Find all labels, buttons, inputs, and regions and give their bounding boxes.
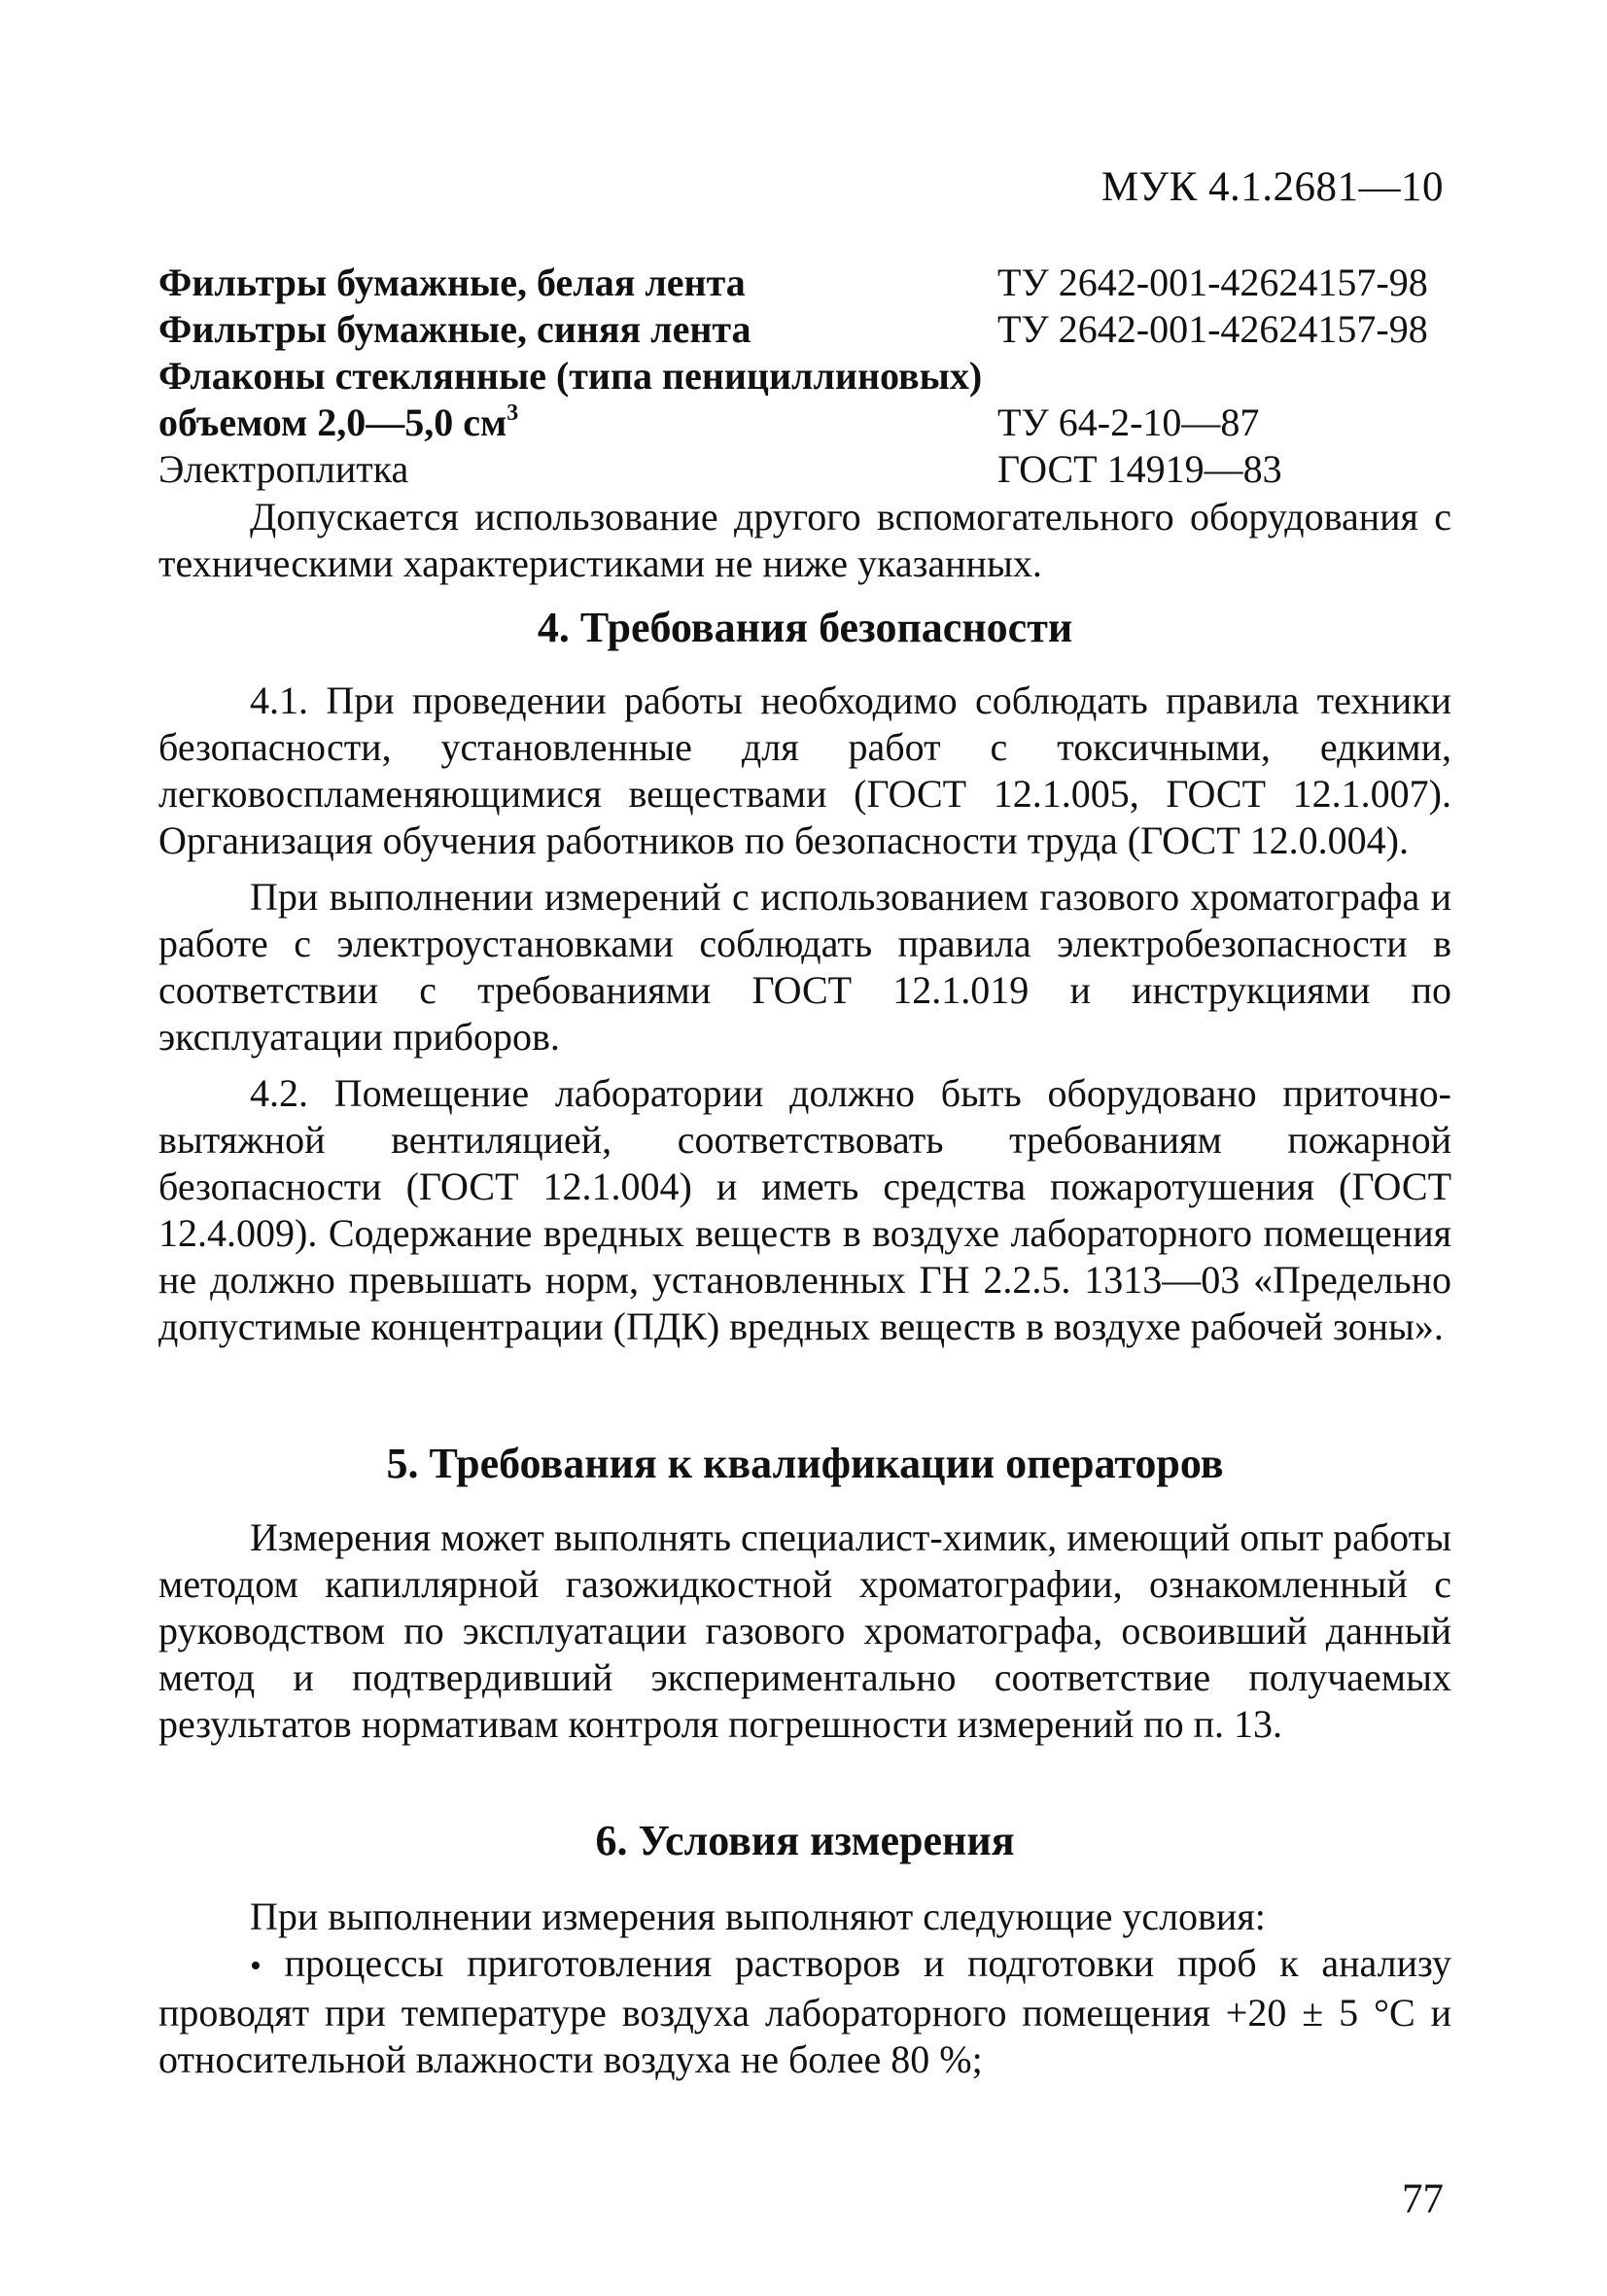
equipment-row (158, 353, 1451, 400)
equipment-ref: ТУ 64-2-10—87 (997, 400, 1260, 444)
equipment-name: Фильтры бумажные, белая лента (158, 261, 746, 304)
section-4-heading: 4. Требования безопасности (537, 604, 1073, 651)
section-5-heading: 5. Требования к квалификации операторов (386, 1440, 1224, 1487)
bullet-item (158, 1940, 1451, 2083)
page-number: 77 (1402, 2176, 1444, 2222)
paragraph: При выполнении измерений с использованием газового хроматографа и работе с электроустановками соблюдать правила электробезопасности в соответствии с требованиями ГОСТ 12.1.019 и инструкциями по эксплуатации приборов. (158, 875, 1451, 1059)
equipment-name: Электроплитка (158, 447, 409, 491)
section-5-body (158, 1514, 1451, 1748)
paragraph: Измерения может выполнять специалист-химик, имеющий опыт работы методом капиллярной газожидкостной хроматографии, ознакомленный с руководством по эксплуатации газового хроматографа, освоивший данный метод и подтвердивший экспериментально соответствие получаемых результатов нормативам контроля погрешности измерений по п. 13. (158, 1515, 1451, 1746)
document-code: МУК 4.1.2681—10 (1100, 164, 1444, 210)
equipment-row (158, 260, 1451, 306)
section-4-body (158, 678, 1451, 1350)
equipment-ref: ТУ 2642-001-42624157-98 (997, 261, 1428, 304)
equipment-ref: ГОСТ 14919—83 (997, 447, 1282, 491)
paragraph: При выполнении измерения выполняют следующие условия: (250, 1895, 1266, 1938)
paragraph: 4.1. При проведении работы необходимо соблюдать правила техники безопасности, установленные для работ с токсичными, едкими, легковоспламеняющимися веществами (ГОСТ 12.1.005, ГОСТ 12.1.007). Организация обучения работников по безопасности труда (ГОСТ 12.0.004). (158, 678, 1451, 862)
equipment-name-with-unit (158, 400, 518, 446)
section-6-heading: 6. Условия измерения (595, 1817, 1015, 1864)
paragraph: Допускается использование другого вспомогательного оборудования с техническими характеристиками не ниже указанных. (158, 495, 1451, 585)
equipment-name: Фильтры бумажные, синяя лента (158, 307, 751, 351)
equipment-ref: ТУ 2642-001-42624157-98 (997, 307, 1428, 351)
allowed-equipment-note (158, 494, 1451, 587)
bullet-icon: • (250, 1948, 262, 1984)
equipment-name: Флаконы стеклянные (типа пенициллиновых) (158, 354, 983, 398)
unit-exponent: 3 (507, 400, 519, 426)
equipment-name: объемом 2,0—5,0 см (158, 400, 507, 444)
section-6-body (158, 1894, 1451, 2083)
equipment-list (158, 260, 1451, 493)
equipment-row (158, 446, 1451, 493)
paragraph: 4.2. Помещение лаборатории должно быть оборудовано приточно-вытяжной вентиляцией, соответствовать требованиям пожарной безопасности (ГОСТ 12.1.004) и иметь средства пожаротушения (ГОСТ 12.4.009). Содержание вредных веществ в воздухе лабораторного помещения не должно превышать норм, установленных ГН 2.2.5. 1313—03 «Предельно допустимые концентрации (ПДК) вредных веществ в воздухе рабочей зоны». (158, 1071, 1451, 1348)
equipment-row (158, 306, 1451, 353)
bullet-text: процессы приготовления растворов и подготовки проб к анализу проводят при температуре воздуха лабораторного помещения +20 ± 5 °С и относительной влажности воздуха не более 80 %; (158, 1941, 1451, 2081)
equipment-row (158, 400, 1451, 446)
